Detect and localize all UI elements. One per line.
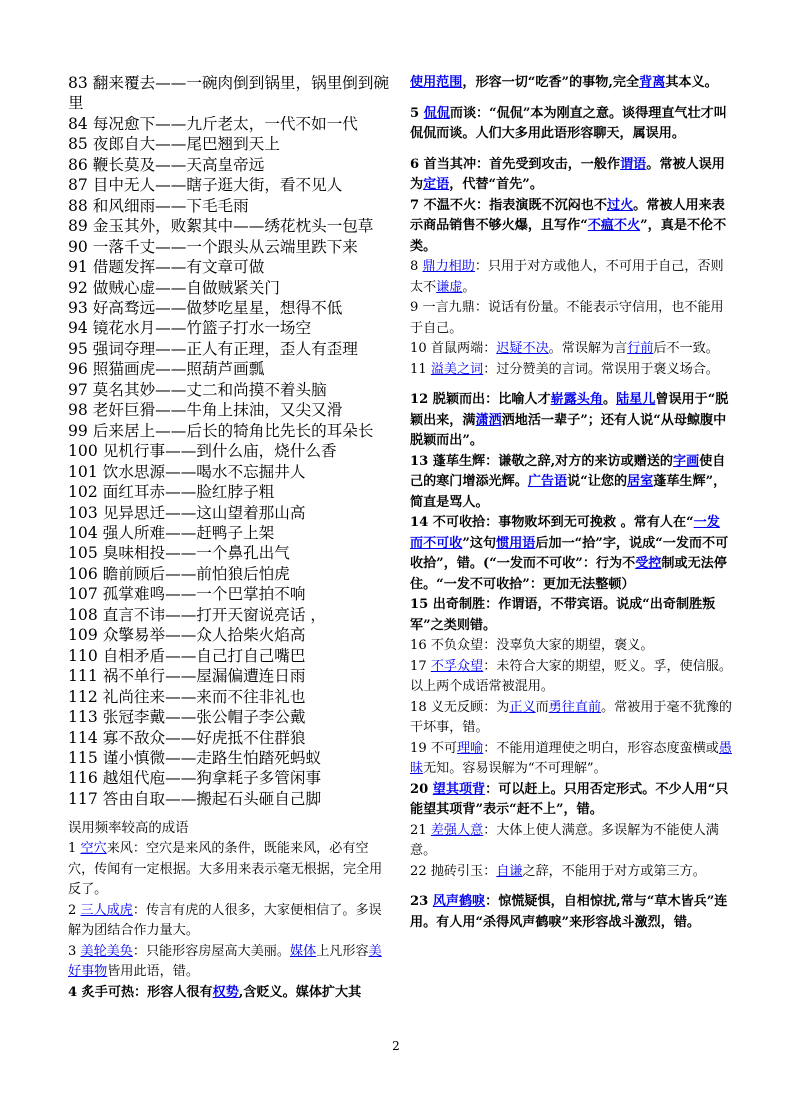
item-text: ：可以赶上。只用否定形式。不少人用“只能望其项背”表示“赶不上”，错。 bbox=[410, 781, 729, 817]
idiom-entry: 114 寡不敌众——好虎抵不住群狼 bbox=[68, 728, 306, 747]
idiom-entry: 116 越俎代庖——狗拿耗子多管闲事 bbox=[68, 769, 322, 788]
item-text: ：过分赞美的言词。常误用于褒义场合。 bbox=[483, 361, 719, 377]
item-prefix: 1 bbox=[68, 841, 81, 857]
item-text: 洒地活一辈子”；还有人说“从母鲸腹中脱颖而出”。 bbox=[410, 412, 727, 448]
link-beili[interactable]: 背离 bbox=[639, 75, 666, 90]
idiom-entry: 103 见异思迁——这山望着那山高 bbox=[68, 503, 306, 522]
item-text: 。常误解为言 bbox=[548, 341, 628, 356]
link-guanggaoyu[interactable]: 广告语 bbox=[527, 474, 568, 489]
idiom-entry: 112 礼尚往来——来而不往非礼也 bbox=[68, 687, 306, 706]
link-kongxue[interactable]: 空穴 bbox=[80, 841, 107, 857]
link-guohuo[interactable]: 过火 bbox=[606, 197, 634, 213]
misuse-item-11 bbox=[410, 360, 732, 381]
item-text: ，代替“首先”。 bbox=[449, 177, 543, 192]
item-text: 。 bbox=[603, 392, 617, 407]
idiom-entry: 92 做贼心虚——自做贼紧关门 bbox=[68, 278, 280, 297]
link-meiti[interactable]: 媒体 bbox=[290, 943, 317, 959]
link-luxinger[interactable]: 陆星儿 bbox=[616, 392, 656, 407]
link-chiyibujue[interactable]: 迟疑不决 bbox=[496, 341, 549, 356]
link-yumei[interactable]: 愚昧 bbox=[410, 740, 732, 776]
item-prefix: 6 首当其冲：首先受到攻击，一般作 bbox=[410, 156, 621, 172]
idiom-entry: 105 臭味相投——一个鼻孔出气 bbox=[68, 544, 290, 563]
item-text: 而 bbox=[535, 699, 549, 715]
misuse-item-16: 16 不负众望：没辜负大家的期望，褒义。 bbox=[410, 638, 654, 653]
right-column bbox=[410, 73, 732, 933]
misuse-item-3 bbox=[68, 942, 390, 983]
item-text: ,含贬义。媒体扩大其 bbox=[238, 984, 362, 1000]
item-text: 上凡形容 bbox=[316, 943, 369, 959]
link-weiyu[interactable]: 谓语 bbox=[620, 156, 647, 172]
misuse-item-17 bbox=[410, 657, 732, 698]
idiom-entry: 96 照猫画虎——照葫芦画瓢 bbox=[68, 360, 265, 379]
idiom-entry: 83 翻来覆去——一碗肉倒到锅里，锅里倒到碗里 bbox=[68, 74, 390, 113]
misuse-item-6 bbox=[410, 155, 732, 196]
link-guanyongyu[interactable]: 惯用语 bbox=[496, 535, 536, 551]
idiom-entry: 98 老奸巨猾——牛角上抹油，又尖又滑 bbox=[68, 401, 343, 420]
idiom-entry: 115 谨小慎微——走路生怕踏死蚂蚁 bbox=[68, 748, 322, 767]
link-yifaerbukeshou[interactable]: 一发而不可收 bbox=[410, 515, 720, 551]
idiom-entry: 117 答由自取——搬起石头砸自己脚 bbox=[68, 789, 322, 808]
idiom-list bbox=[68, 73, 390, 809]
item-prefix: 13 蓬荜生辉：谦敬之辞,对方的来访或赠送的 bbox=[410, 453, 674, 469]
link-shoukong[interactable]: 受控 bbox=[635, 556, 662, 571]
link-dinglixiangzhu[interactable]: 鼎力相助 bbox=[422, 259, 475, 274]
item-text: 之辞，不能用于对方或第三方。 bbox=[522, 863, 706, 879]
idiom-entry: 97 莫名其妙——丈二和尚摸不着头脑 bbox=[68, 380, 327, 399]
item-text: ：大体上使人满意。多误解为不能使人满意。 bbox=[410, 822, 719, 858]
misuse-item-20 bbox=[410, 780, 732, 821]
item-prefix: 14 不可收拾：事物败坏到无可挽救 。常有人在“ bbox=[410, 515, 694, 530]
idiom-entry: 100 见机行事——到什么庙，烧什么香 bbox=[68, 442, 337, 461]
link-sanrenchenghu[interactable]: 三人成虎 bbox=[80, 902, 133, 918]
link-liyu[interactable]: 理喻 bbox=[457, 740, 484, 756]
misuse-item-15: 15 出奇制胜：作谓语，不带宾语。说成“出奇制胜叛军”之类则错。 bbox=[410, 597, 716, 633]
item-text: 后不一致。 bbox=[653, 341, 719, 356]
link-zihua[interactable]: 字画 bbox=[673, 453, 700, 469]
link-kankan[interactable]: 侃侃 bbox=[423, 105, 450, 121]
item-text: ：不能用道理使之明白，形容态度蛮横或 bbox=[483, 740, 719, 756]
item-text: 皆用此语，错。 bbox=[107, 964, 199, 980]
item-text: 后加一“拾”字，说成“一发而不可 收拾”，错。(“一发而不可收”：行为不 bbox=[410, 535, 729, 571]
item-prefix: 20 bbox=[410, 781, 433, 797]
item-prefix: 7 不温不火：指表演既不沉闷也不 bbox=[410, 197, 607, 213]
misuse-item-14 bbox=[410, 513, 732, 595]
misuse-item-19 bbox=[410, 739, 732, 780]
item-prefix: 22 抛砖引玉： bbox=[410, 863, 497, 879]
item-text: 曾误用于“脱颖出来，满 bbox=[410, 392, 729, 428]
idiom-entry: 108 直言不讳——打开天窗说亮话 ， bbox=[68, 605, 326, 624]
link-wangqixiangbei[interactable]: 望其项背 bbox=[432, 781, 486, 797]
idiom-entry: 91 借题发挥——有文章可做 bbox=[68, 258, 265, 277]
item-prefix: 5 bbox=[410, 105, 424, 121]
misuse-item-4 bbox=[68, 983, 390, 1004]
idiom-entry: 86 鞭长莫及——天高皇帝远 bbox=[68, 155, 265, 174]
item-prefix: 11 bbox=[410, 361, 431, 377]
item-text: 无知。容易误解为“不可理解”。 bbox=[423, 761, 607, 776]
link-dingyu[interactable]: 定语 bbox=[423, 177, 450, 192]
section-title: 误用频率较高的成语 bbox=[68, 821, 189, 837]
misuse-item-1 bbox=[68, 839, 390, 901]
misuse-item-12 bbox=[410, 390, 732, 452]
item-text: ：只能形容房屋高大美丽。 bbox=[132, 943, 290, 959]
item-text: ，形容一切“吃香”的事物,完全 bbox=[462, 75, 640, 90]
item-text: ”这句 bbox=[462, 535, 497, 551]
item-prefix: 18 义无反顾：为 bbox=[410, 699, 510, 715]
item-text: 说“让您的 bbox=[567, 474, 628, 489]
item-prefix: 17 bbox=[410, 658, 431, 674]
item-prefix: 21 bbox=[410, 822, 431, 838]
idiom-entry: 90 一落千丈——一个跟头从云端里跌下来 bbox=[68, 237, 358, 256]
item-text: 而谈：“侃侃”本为刚直之意。谈得理直气壮才叫侃侃而谈。人们大多用此语形容聊天，属误用。 bbox=[410, 105, 727, 141]
page-number: 2 bbox=[392, 1039, 400, 1053]
item-text: 。 bbox=[462, 279, 476, 295]
item-prefix: 10 首鼠两端： bbox=[410, 341, 497, 356]
item-text: 制或无法停住。“一发不可收拾”：更加无法整顿） bbox=[410, 556, 727, 592]
item-text: 使自己的寒门增添光辉。 bbox=[410, 453, 726, 489]
misuse-item-9: 9 一言九鼎：说话有份量。不能表示守信用，也不能用于自己。 bbox=[410, 300, 724, 336]
misuse-item-22 bbox=[410, 862, 732, 883]
idiom-entry: 88 和风细雨——下毛毛雨 bbox=[68, 196, 249, 215]
misuse-item-8 bbox=[410, 257, 732, 298]
item-prefix: 2 bbox=[68, 902, 81, 918]
idiom-entry: 101 饮水思源——喝水不忘掘井人 bbox=[68, 462, 306, 481]
misuse-item-7 bbox=[410, 196, 732, 258]
idiom-entry: 85 夜郎自大——尾巴翘到天上 bbox=[68, 135, 280, 154]
link-fengshenghelei[interactable]: 风声鹤唳 bbox=[432, 894, 486, 909]
item-text: ：传言有虎的人很多，大家便相信了。多误解为团结合作力量大。 bbox=[68, 902, 382, 939]
link-xiaosa[interactable]: 潇洒 bbox=[475, 412, 502, 428]
idiom-entry: 104 强人所难——赶鸭子上架 bbox=[68, 523, 275, 542]
link-bufuzhongwang[interactable]: 不孚众望 bbox=[430, 658, 484, 674]
misuse-item-4-cont bbox=[410, 73, 732, 94]
idiom-entry: 107 孤掌难鸣——一个巴掌拍不响 bbox=[68, 585, 306, 604]
link-qianxu[interactable]: 谦虚 bbox=[436, 279, 463, 295]
link-ziqian[interactable]: 自谦 bbox=[496, 863, 523, 879]
link-yimeizhici[interactable]: 溢美之词 bbox=[430, 361, 484, 377]
item-text: 。常被人用来表示商品销售不够火爆，且写作“ bbox=[410, 197, 725, 233]
misuse-item-10 bbox=[410, 339, 732, 360]
link-jushi[interactable]: 居室 bbox=[627, 474, 654, 489]
left-column bbox=[68, 73, 390, 1003]
idiom-entry: 99 后来居上——后长的犄角比先长的耳朵长 bbox=[68, 421, 374, 440]
idiom-entry: 106 瞻前顾后——前怕狼后怕虎 bbox=[68, 564, 290, 583]
link-quanshi[interactable]: 权势 bbox=[212, 984, 239, 1000]
item-text: ：只用于对方或他人，不可用于自己，否则太不 bbox=[410, 259, 724, 295]
item-prefix: 4 炙手可热：形容人很有 bbox=[68, 984, 213, 1000]
item-text: ：未符合大家的期望，贬义。孚，使信服。以上两个成语常被混用。 bbox=[410, 658, 732, 694]
idiom-entry: 95 强词夺理——正人有正理，歪人有歪理 bbox=[68, 339, 358, 358]
item-prefix: 19 不可 bbox=[410, 740, 458, 756]
link-shiyongfanwei[interactable]: 使用范围 bbox=[410, 75, 463, 90]
item-text: ：惊慌疑惧，自相惊扰,常与“草木皆兵”连用。有人用“杀得风声鹤唳”来形容战斗激烈，错。 bbox=[410, 894, 728, 930]
misuse-item-21 bbox=[410, 821, 732, 862]
misuse-item-18 bbox=[410, 698, 732, 739]
item-text: 来风：空穴是来风的条件，既能来风，必有空穴，传闻有一定根据。大多用来表示毫无根据，完全用反了。 bbox=[68, 841, 383, 898]
idiom-entry: 109 众擎易举——众人拾柴火焰高 bbox=[68, 626, 306, 645]
idiom-entry: 94 镜花水月——竹篮子打水一场空 bbox=[68, 319, 312, 338]
item-prefix: 12 脱颖而出：比喻人才 bbox=[410, 392, 551, 407]
idiom-entry: 87 目中无人——瞎子逛大街，看不见人 bbox=[68, 176, 343, 195]
link-meihaoshiwu[interactable]: 美好事物 bbox=[68, 943, 382, 980]
link-chaqiangrenyi[interactable]: 差强人意 bbox=[430, 822, 484, 838]
item-text: 其本义。 bbox=[665, 75, 718, 90]
idiom-entry: 102 面红耳赤——脸红脖子粗 bbox=[68, 483, 275, 502]
misuse-item-13 bbox=[410, 452, 732, 514]
link-yongwangzhiqian[interactable]: 勇往直前 bbox=[548, 699, 602, 715]
item-text: ”，真是不伦不类。 bbox=[410, 218, 727, 254]
idiom-entry: 113 张冠李戴——张公帽子李公戴 bbox=[68, 708, 306, 727]
idiom-entry: 89 金玉其外，败絮其中——绣花枕头一包草 bbox=[68, 217, 374, 236]
item-prefix: 8 bbox=[410, 259, 423, 274]
misuse-item-23 bbox=[410, 892, 732, 933]
item-text: 。常被人误用为 bbox=[410, 156, 725, 192]
link-buwenbuhuo[interactable]: 不瘟不火 bbox=[587, 218, 641, 233]
item-prefix: 3 bbox=[68, 943, 81, 959]
item-text: 蓬荜生辉”，简直是骂人。 bbox=[410, 474, 727, 510]
item-text: 。常被用于毫不犹豫的干坏事，错。 bbox=[410, 699, 732, 735]
link-zhanlutoujiao[interactable]: 崭露头角 bbox=[550, 392, 603, 407]
link-meilunmeihuan[interactable]: 美轮美奂 bbox=[80, 943, 133, 959]
idiom-entry: 110 自相矛盾——自己打自己嘴巴 bbox=[68, 646, 306, 665]
idiom-entry: 111 祸不单行——屋漏偏遭连日雨 bbox=[68, 667, 306, 686]
idiom-entry: 84 每况愈下——九斤老太，一代不如一代 bbox=[68, 114, 358, 133]
misuse-item-2 bbox=[68, 901, 390, 942]
link-xingqian[interactable]: 行前 bbox=[627, 341, 654, 356]
misuse-item-5 bbox=[410, 104, 732, 145]
item-prefix: 23 bbox=[410, 894, 433, 909]
idiom-entry: 93 好高骛远——做梦吃星星，想得不低 bbox=[68, 298, 343, 317]
link-zhengyi[interactable]: 正义 bbox=[509, 699, 536, 715]
